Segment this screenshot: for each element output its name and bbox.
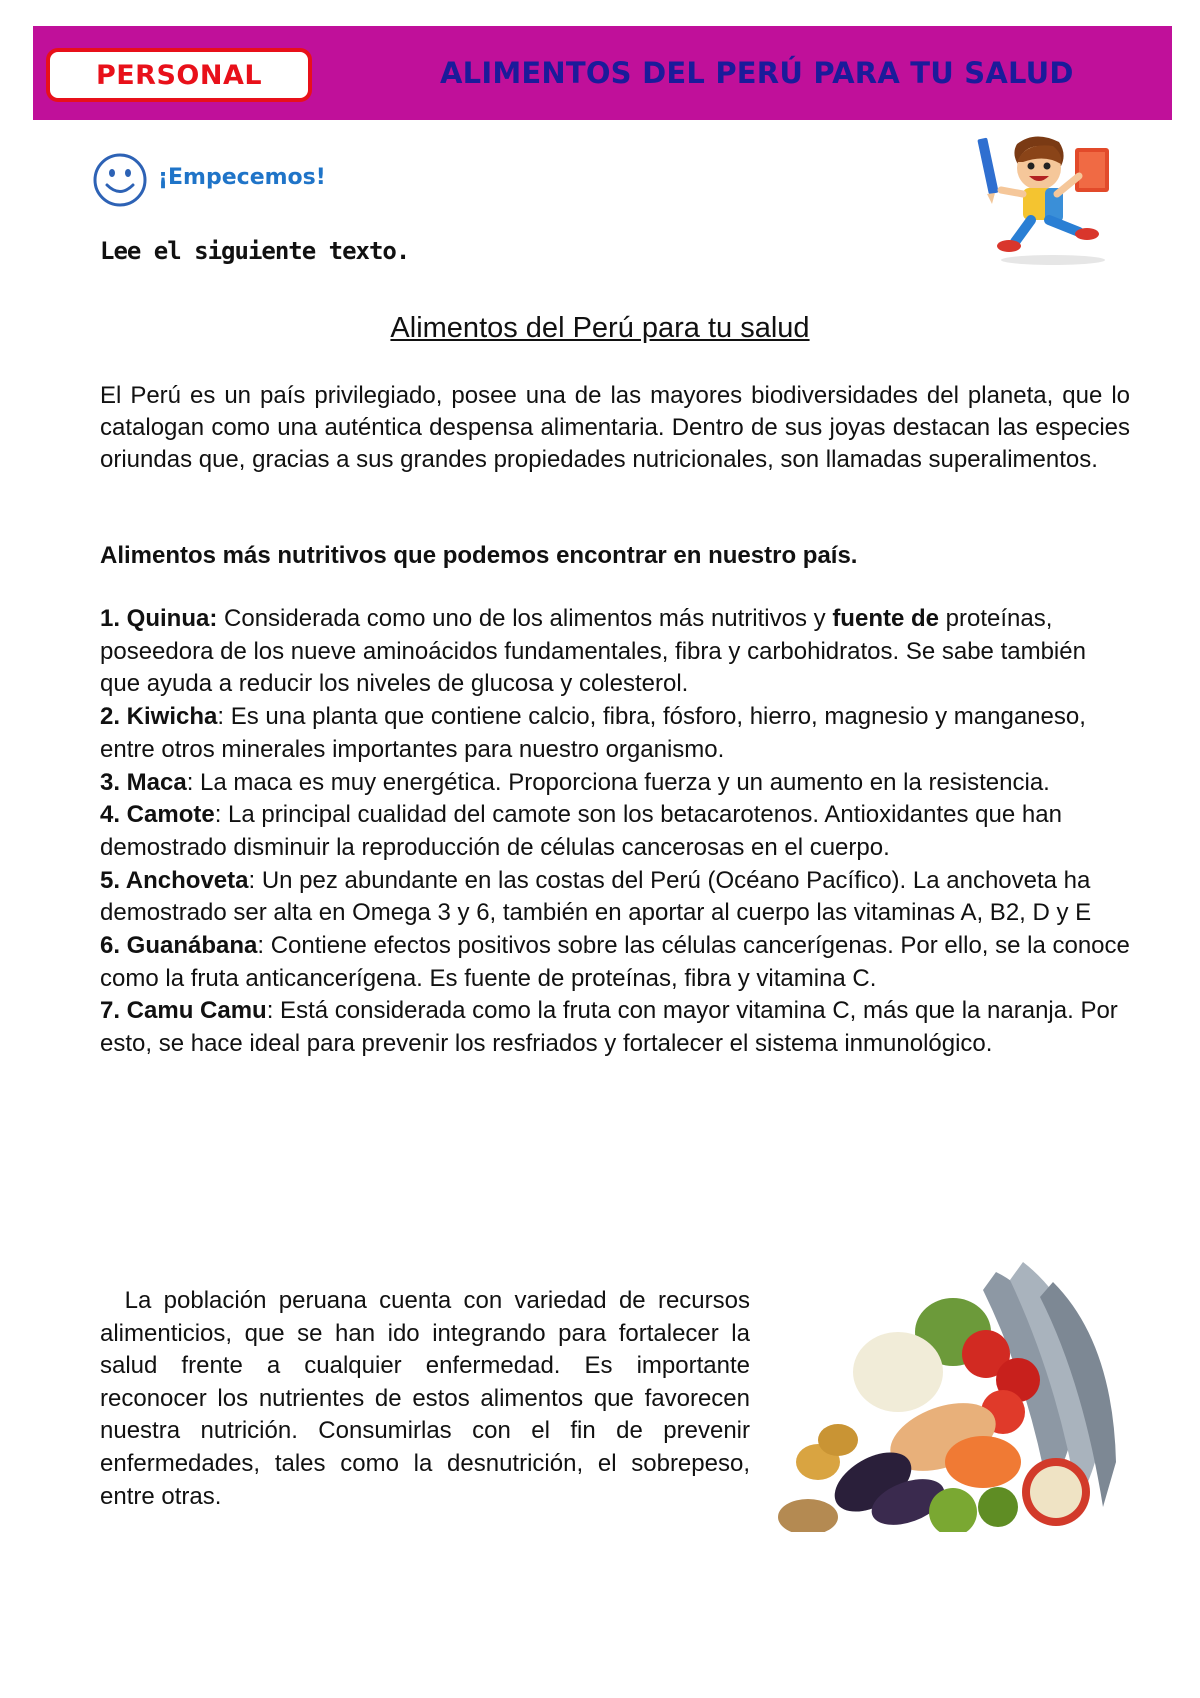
page-title: ALIMENTOS DEL PERÚ PARA TU SALUD — [440, 56, 1074, 90]
smiley-icon — [92, 152, 148, 208]
list-item — [100, 930, 1130, 995]
item-text: : Es una planta que contiene calcio, fibra, fósforo, hierro, magnesio y manganeso, entre otros minerales importantes para nuestro organismo. — [100, 703, 1086, 763]
item-name: 1. Quinua: — [100, 605, 218, 632]
food-list — [100, 603, 1130, 1061]
item-name: 7. Camu Camu — [100, 997, 267, 1025]
document-title: Alimentos del Perú para tu salud — [390, 312, 810, 344]
closing-text: La población peruana cuenta con variedad de recursos alimenticios, que se han ido integrando para fortalecer la salud frente a cualquier enfermedad. Es importante reconocer los nutrientes de estos alimentos que favorecen nuestra nutrición. Consumirlas con el fin de prevenir enfermedades, tales como la desnutrición, el sobrepeso, entre otras. — [100, 1287, 750, 1510]
closing-paragraph — [100, 1285, 750, 1513]
item-name: 6. Guanábana — [100, 932, 258, 960]
peruvian-foods-illustration — [778, 1262, 1118, 1542]
item-text: Considerada como uno de los alimentos más nutritivos y — [217, 605, 833, 632]
item-text: : La maca es muy energética. Proporciona fuerza y un aumento en la resistencia. — [186, 768, 1050, 796]
item-text: : Contiene efectos positivos sobre las células cancerígenas. Por ello, se la conoce como la fruta anticancerígena. Es fuente de proteínas, fibra y vitamina C. — [100, 932, 1130, 992]
list-item — [100, 799, 1130, 864]
item-name: 3. Maca — [100, 768, 187, 796]
item-text-continued: proteínas, poseedora de los nueve aminoácidos fundamentales, fibra y carbohidratos. Se sabe también que ayuda a reducir los niveles de glucosa y colesterol. — [100, 605, 1086, 698]
item-name: 4. Camote — [100, 801, 215, 829]
item-name: 5. Anchoveta — [100, 866, 249, 894]
item-bold-text: fuente de — [832, 605, 939, 632]
greeting-label: ¡Empecemos! — [158, 165, 326, 190]
item-text: : La principal cualidad del camote son los betacarotenos. Antioxidantes que han demostrado disminuir la reproducción de células cancerosas en el cuerpo. — [100, 801, 1062, 861]
item-text: : Un pez abundante en las costas del Perú (Océano Pacífico). La anchoveta ha demostrado ser alta en Omega 3 y 6, también en aportar al cuerpo las vitaminas A, B2, D y E — [100, 866, 1092, 927]
section-subheading: Alimentos más nutritivos que podemos encontrar en nuestro país. — [100, 542, 858, 569]
running-kid-illustration — [975, 132, 1125, 268]
list-item — [100, 603, 1130, 701]
intro-paragraph: El Perú es un país privilegiado, posee una de las mayores biodiversidades del planeta, que lo catalogan como una auténtica despensa alimentaria. Dentro de sus joyas destacan las especies oriundas que, gracias a sus grandes propiedades nutricionales, son llamadas superalimentos. — [100, 382, 1130, 473]
list-item — [100, 865, 1130, 930]
item-text: : Está considerada como la fruta con mayor vitamina C, más que la naranja. Por esto, se hace ideal para prevenir los resfriados y fortalecer el sistema inmunológico. — [100, 997, 1118, 1058]
list-item — [100, 701, 1130, 766]
instruction-text: Lee el siguiente texto. — [100, 237, 410, 265]
personal-badge: PERSONAL — [46, 48, 312, 102]
list-item — [100, 767, 1130, 800]
list-item — [100, 995, 1130, 1060]
item-name: 2. Kiwicha — [100, 703, 218, 731]
